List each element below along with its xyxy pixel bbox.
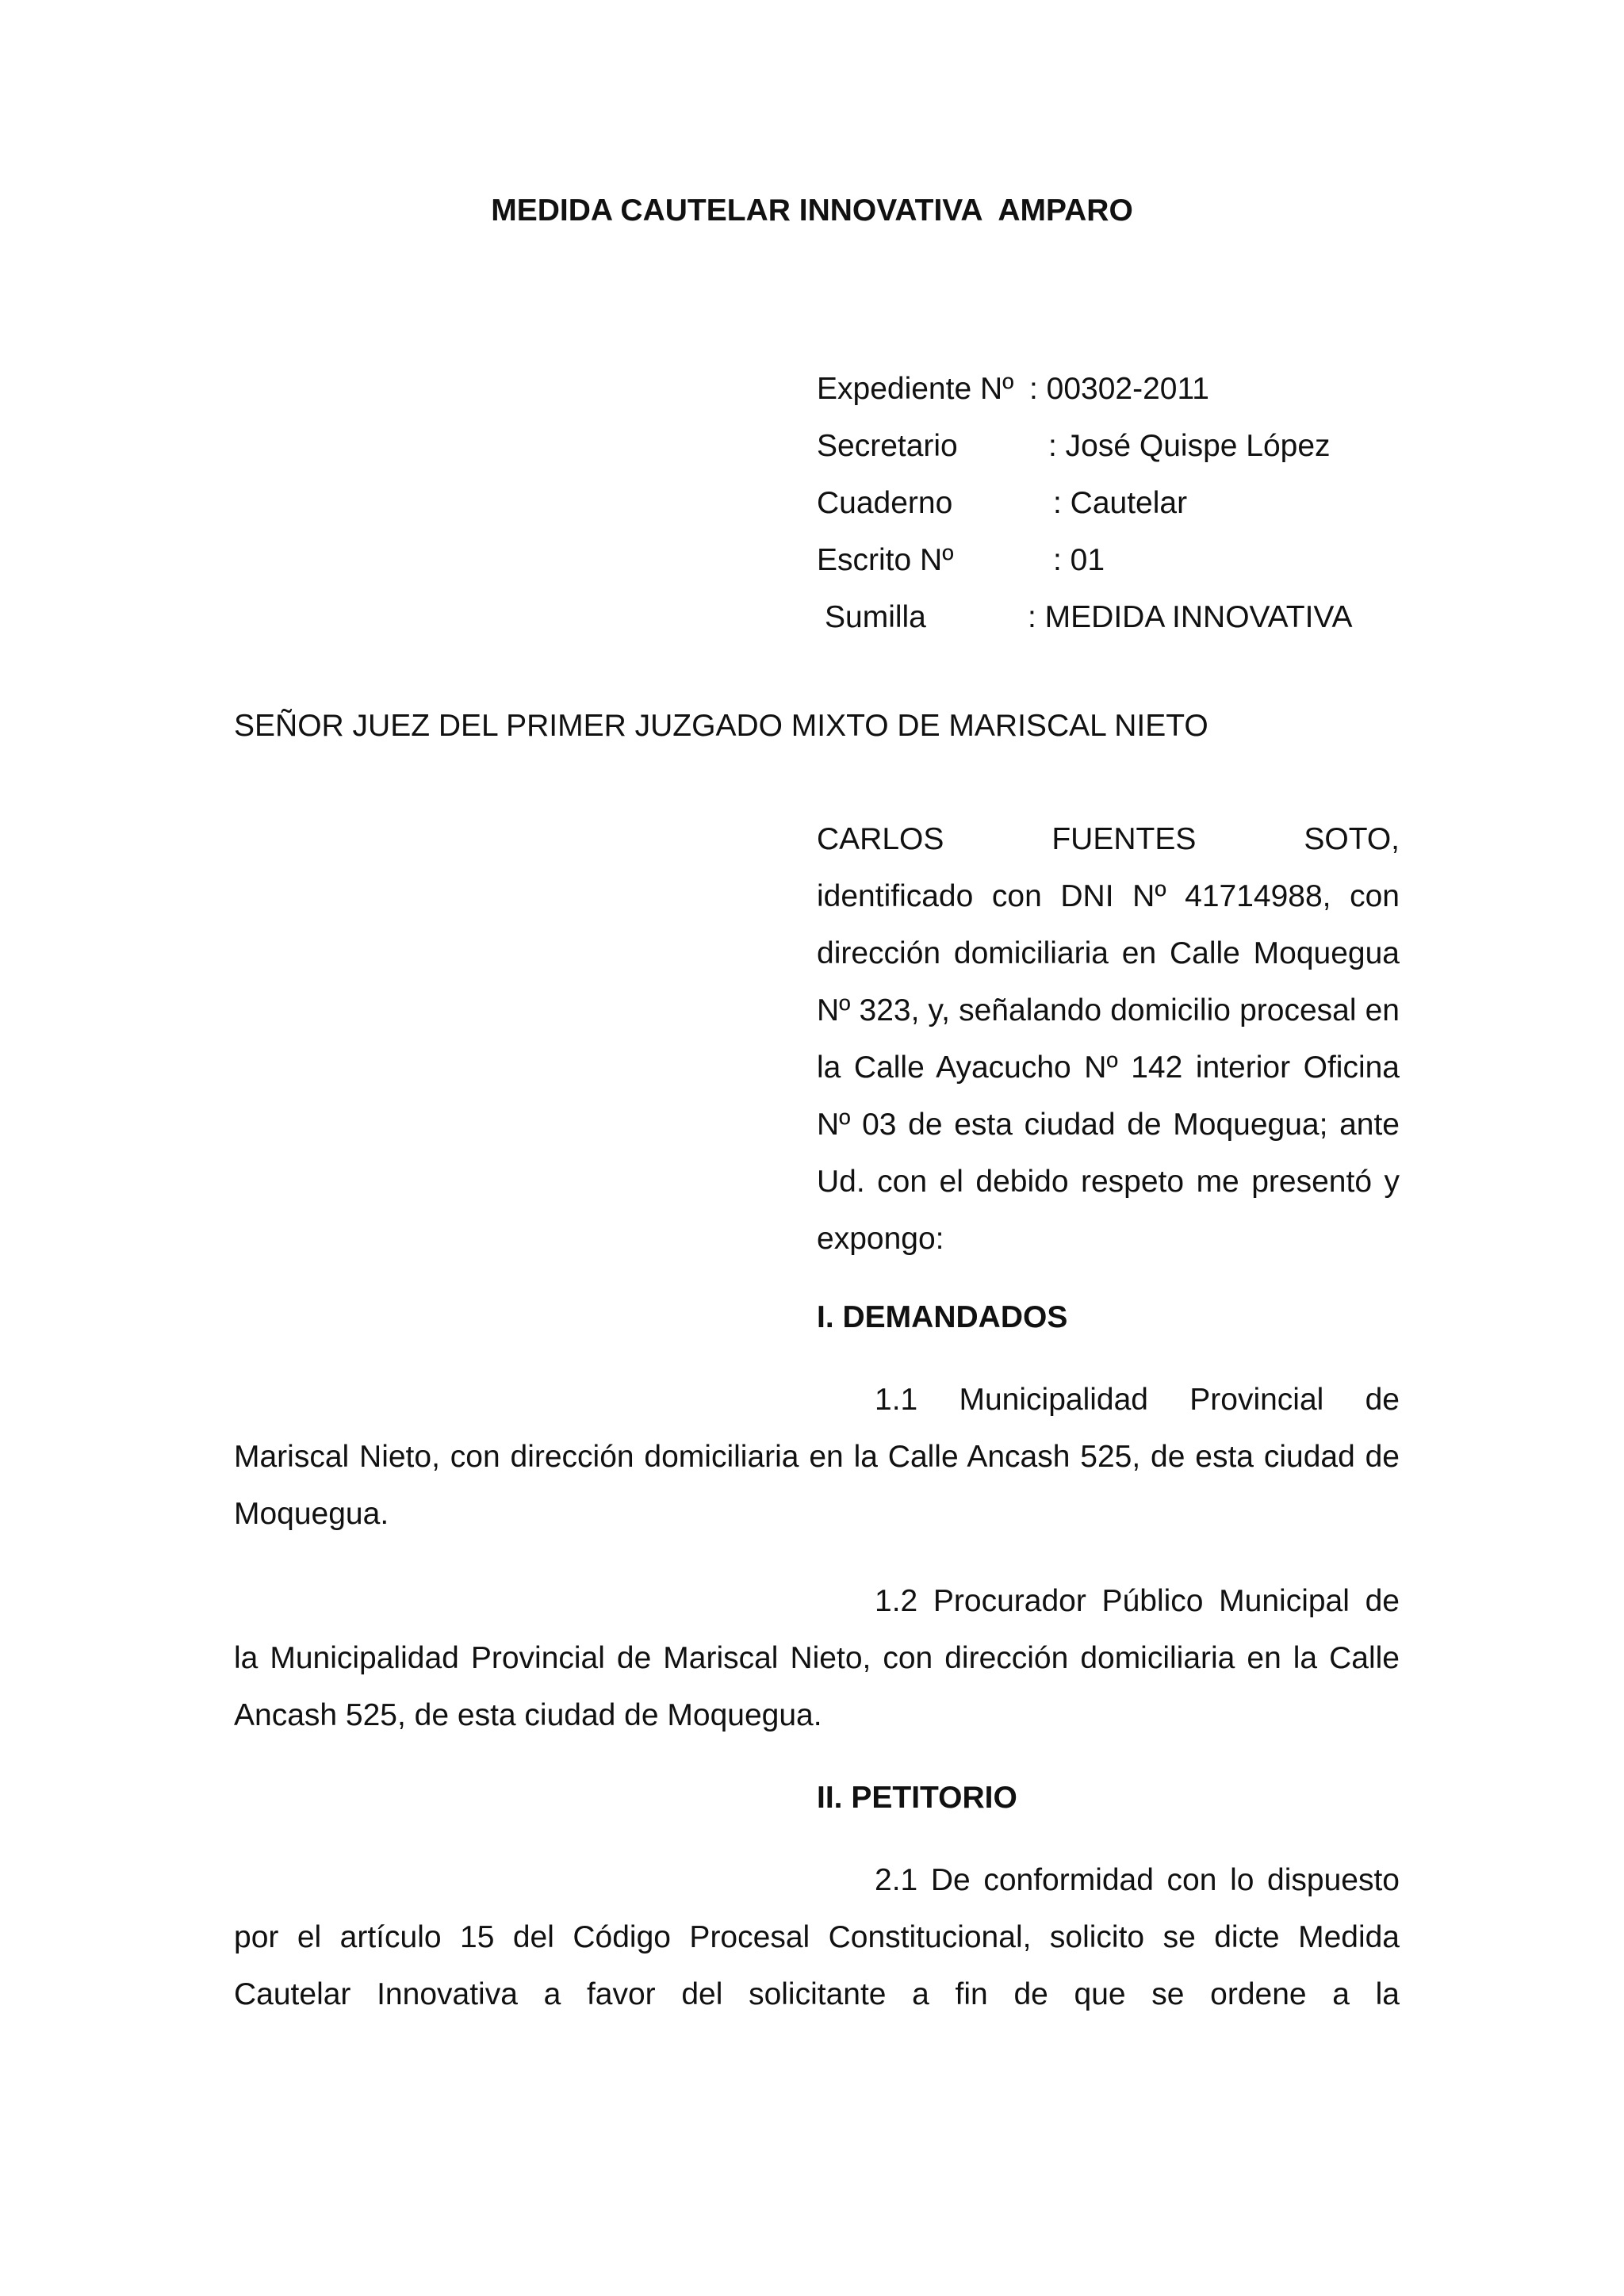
meta-value: : MEDIDA INNOVATIVA xyxy=(1028,600,1353,634)
meta-label: Cuaderno xyxy=(817,486,953,520)
section-heading-petitorio: II. PETITORIO xyxy=(817,1781,1017,1815)
demandado-item-2: 1.2 Procurador Público Municipal de la Municipalidad Provincial de Mariscal Nieto, con dirección domiciliaria en la Calle Ancash 525, de esta ciudad de Moquegua. xyxy=(234,1584,1400,1732)
demandado-item-1: 1.1 Municipalidad Provincial de Mariscal Nieto, con dirección domiciliaria en la Calle Ancash 525, de esta ciudad de Moquegua. xyxy=(234,1383,1400,1531)
meta-value: : José Quispe López xyxy=(1048,429,1331,463)
party-name: CARLOS FUENTES SOTO, xyxy=(817,822,1400,856)
meta-value: : 00302-2011 xyxy=(1029,372,1209,406)
addressee: SEÑOR JUEZ DEL PRIMER JUZGADO MIXTO DE MARISCAL NIETO xyxy=(234,709,1208,743)
meta-label: Secretario xyxy=(817,429,958,463)
party-details: identificado con DNI Nº 41714988, con dirección domiciliaria en Calle Moquegua Nº 323, y, señalando domicilio procesal en la Calle Ayacucho Nº 142 interior Oficina Nº 03 de esta ciudad de Moquegua; ante Ud. con el debido respeto me presentó y expongo: xyxy=(817,879,1400,1256)
meta-label: Sumilla xyxy=(825,600,926,634)
petitorio-item-1: 2.1 De conformidad con lo dispuesto por el artículo 15 del Código Procesal Constitucional, solicito se dicte Medida Cautelar Innovativa a favor del solicitante a fin de que se ordene a la xyxy=(234,1863,1400,2011)
meta-value: : Cautelar xyxy=(1053,486,1188,520)
meta-label: Expediente Nº xyxy=(817,372,1014,406)
document-title: MEDIDA CAUTELAR INNOVATIVA AMPARO xyxy=(491,193,1133,228)
section-heading-demandados: I. DEMANDADOS xyxy=(817,1300,1068,1334)
party-introduction xyxy=(817,811,1400,1268)
meta-value: : 01 xyxy=(1053,543,1105,577)
meta-label: Escrito Nº xyxy=(817,543,954,577)
